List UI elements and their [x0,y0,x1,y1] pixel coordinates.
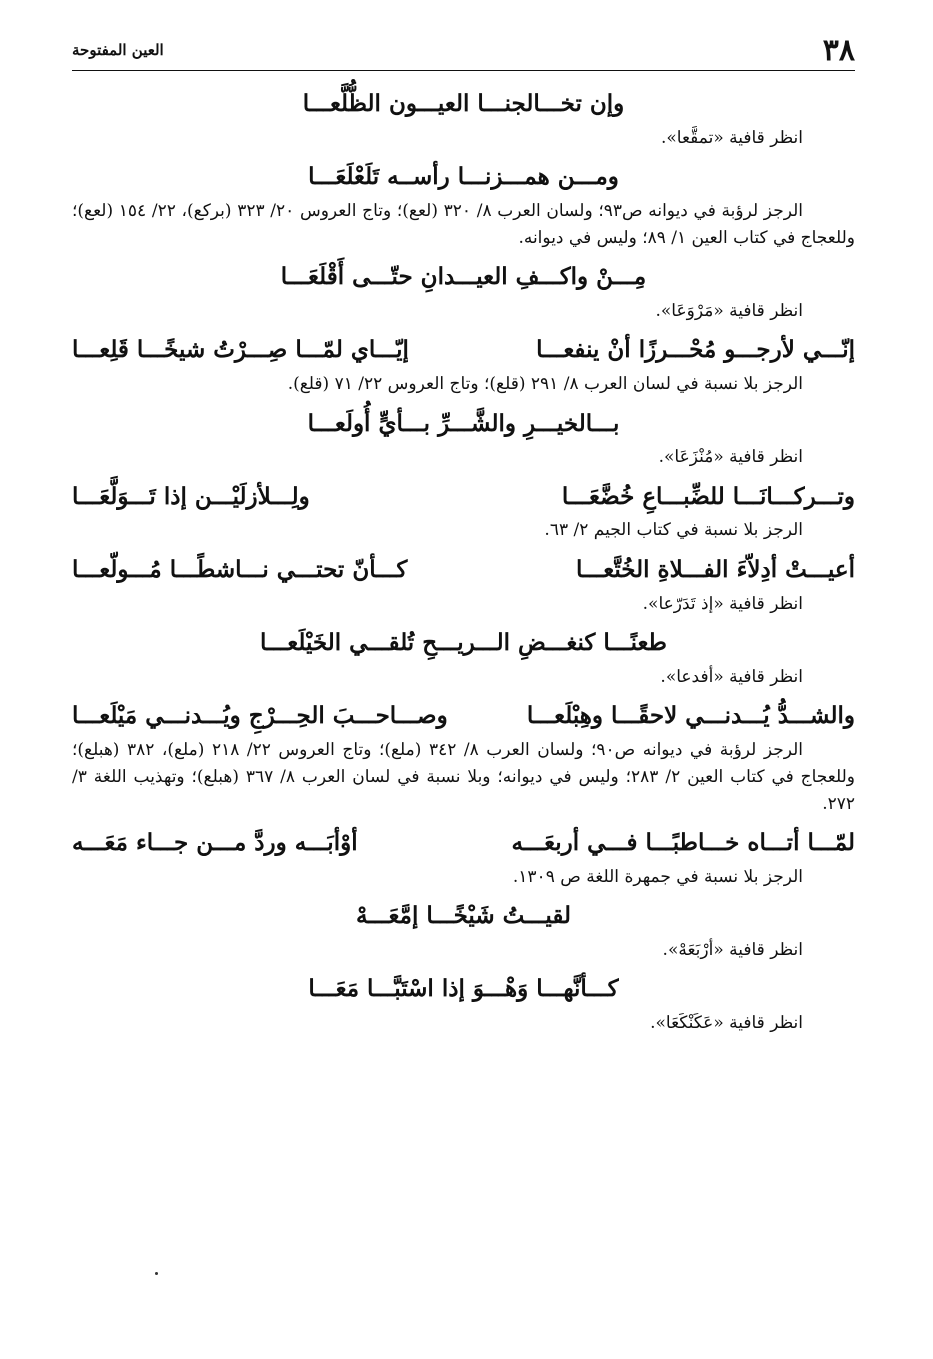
source-note: الرجز بلا نسبة في لسان العرب ٨/ ٢٩١ (قلع)؛ وتاج العروس ٢٢/ ٧١ (قلع). [287,374,803,395]
verse-first-hemistich: أعيـــتْ أدِلاّءَ الفـــلاةِ الخُتَّعـــا [576,555,855,583]
source-note: الرجز بلا نسبة في جمهرة اللغة ص ١٣٠٩. [512,867,803,888]
verse-first-hemistich: والشـــدُّ يُـــدنـــي لاحقًـــا وهِبْلَعـــا [526,701,855,729]
page-number: ٣٨ [822,32,855,68]
verse-line [72,482,855,512]
verse-line: بـــالخيـــرِ والشَّـــرِّ بـــأيٍّ أُولَعـــا [307,409,620,437]
page-header [72,30,855,71]
verse-second-hemistich: وصـــاحـــبَ الحِـــرْجِ ويُـــدنـــي مَيْلَعـــا [72,701,448,729]
source-note: الرجز بلا نسبة في كتاب الجيم ٢/ ٦٣. [544,520,803,541]
verse-line: كـــأنَّهـــا وَهْـــوَ إذا اسْتَبَّـــا مَعَـــا [308,975,619,1003]
source-note: الرجز لرؤبة في ديوانه ص٩٣؛ ولسان العرب ٨/ ٣٢٠ (لعع)؛ وتاج العروس ٢٠/ ٣٢٣ (بركع)، ٢٢/ ١٥٤ (لعع)؛ وللعجاج في كتاب العين ١/ ٨٩؛ وليس في ديوانه. [72,200,855,249]
verse-line [72,828,855,858]
verse-second-hemistich: كـــأنّ تحتـــي نـــاشطًـــا مُـــولّعـــا [72,555,408,583]
verse-line: لقيـــتُ شَيْخًـــا إمَّعَـــهْ [355,902,572,930]
verse-second-hemistich: إيّـــاي لمّـــا صِـــرْتُ شيخًـــا قَلِعـــا [72,336,409,364]
verse-first-hemistich: وتـــركـــانَـــا للضِّبـــاعِ خُضَّعَـــا [561,482,855,510]
source-note: انظر قافية «مُنْزَعَا». [658,447,803,468]
verse-first-hemistich: لمّـــا أتـــاه خـــاطبًـــا فـــي أربعَـــه [511,829,855,857]
running-title: العين المفتوحة [72,41,164,59]
source-note: انظر قافية «إذ تَدَرّعا». [642,593,803,614]
verse-first-hemistich: إنّـــي لأرجـــو مُحْـــرزًا أنْ ينفعـــا [536,336,855,364]
verse-second-hemistich: ولِـــلأزلَيْـــن إذا تَـــوَلَّعَـــا [72,482,310,510]
source-note: انظر قافية «أفدعا». [660,666,803,687]
verse-line [72,335,855,365]
verse-line: طعنًـــا كنغـــضِ الـــريـــحِ تُلقـــي الخَيْلَعـــا [260,628,667,656]
page-content [72,89,855,1038]
verse-line [72,555,855,585]
verse-second-hemistich: أوْأبَـــه وردَّ مـــن جـــاء مَعَـــه [72,829,358,857]
verse-line: مِـــنْ واكـــفِ العيـــدانِ حتّـــى أَقْلَعَـــا [280,263,647,291]
verse-line: وإن تخـــالجنـــا العيـــون الظُّلَّعـــا [302,90,625,117]
source-note: انظر قافية «عَكَنْكَعَا». [650,1013,803,1034]
source-note: الرجز لرؤبة في ديوانه ص٩٠؛ ولسان العرب ٨/ ٣٤٢ (ملع)؛ وتاج العروس ٢٢/ ٢١٨ (ملع)، ٣٨٢ (هبلع)؛ وللعجاج في كتاب العين ٢/ ٢٨٣؛ وليس في ديوانه؛ وبلا نسبة في لسان العرب ٨/ ٣٦٧ (هبلع)؛ وتهذيب اللغة ٣/ ٢٧٢. [72,739,855,815]
source-note: انظر قافية «مَرْوَعَا». [655,301,803,322]
verse-line [72,701,855,731]
speck-mark [155,1272,158,1275]
source-note: انظر قافية «تمقَّعا». [660,127,803,148]
verse-line: ومـــن همـــزنـــا رأســه تَلَعْلَعَـــا [308,163,619,191]
source-note: انظر قافية «أرْبَعَهْ». [662,940,803,961]
